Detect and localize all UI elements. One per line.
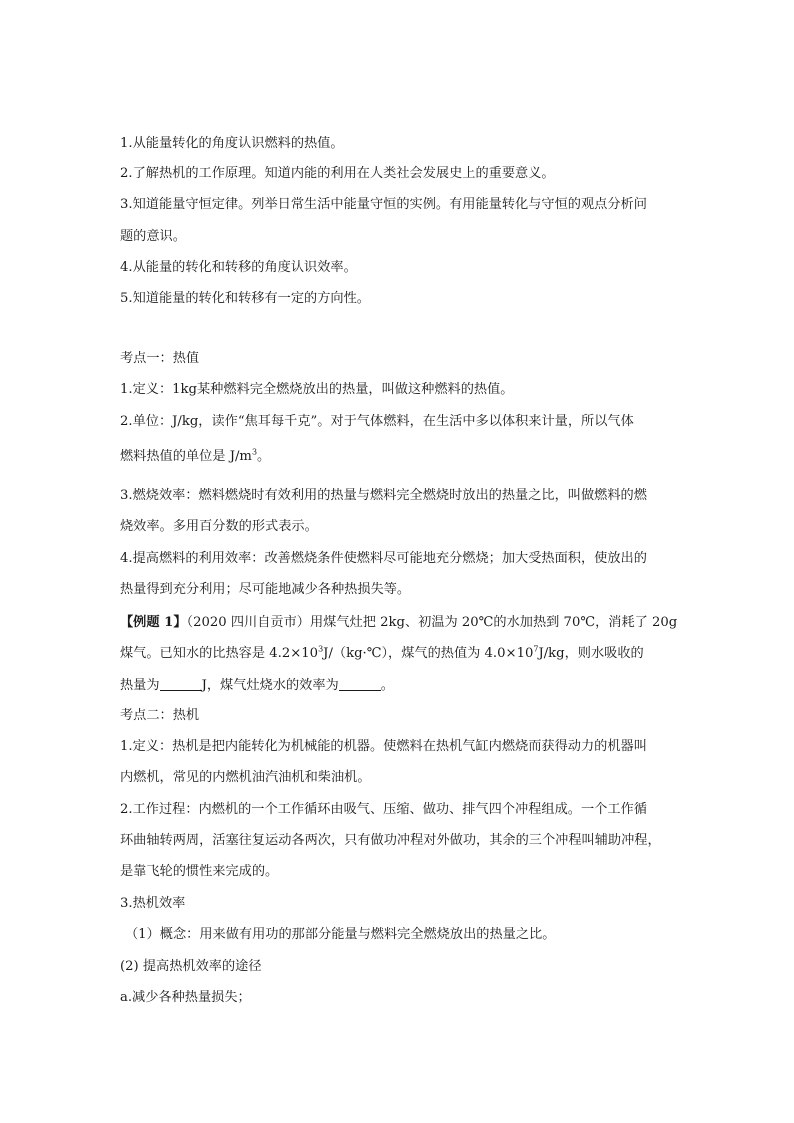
example-text-1: （2020 四川自贡市）用煤气灶把 2kg、初温为 20℃的水加热到 70℃，消耗了 20g bbox=[186, 615, 678, 630]
objective-3-cont: 题的意识。 bbox=[120, 229, 186, 244]
efficiency-concept: （1）概念：用来做有用功的那部分能量与燃料完全燃烧放出的热量之比。 bbox=[125, 927, 556, 942]
example-line3 bbox=[120, 676, 394, 695]
example-text-2a: 煤气。已知水的比热容是 4.2×10 bbox=[120, 646, 319, 661]
unit-text: 燃料热值的单位是 J/m bbox=[120, 449, 252, 464]
objective-1: 1.从能量转化的角度认识燃料的热值。 bbox=[120, 136, 344, 151]
objective-4: 4.从能量的转化和转移的角度认识效率。 bbox=[120, 260, 357, 275]
example-text-3b: J，煤气灶烧水的效率为 bbox=[201, 678, 339, 693]
exponent-2: 7 bbox=[533, 644, 539, 654]
example-text-3a: 热量为 bbox=[120, 678, 160, 693]
exponent-1: 3 bbox=[318, 644, 324, 654]
combustion-efficiency-line2: 烧效率。多用百分数的形式表示。 bbox=[120, 519, 318, 534]
objective-3: 3.知道能量守恒定律。列举日常生活中能量守恒的实例。有用能量转化与守恒的观点分析问 bbox=[120, 197, 647, 212]
work-process-line3: 是靠飞轮的惯性来完成的。 bbox=[120, 864, 279, 879]
combustion-efficiency-line1: 3.燃烧效率：燃料燃烧时有效利用的热量与燃料完全燃烧时放出的热量之比，叫做燃料的燃 bbox=[120, 488, 647, 503]
example-text-2c: J/kg，则水吸收的 bbox=[538, 646, 644, 661]
example-line2 bbox=[120, 645, 644, 663]
section-title-heat-engine: 考点二：热机 bbox=[120, 708, 200, 723]
section-title-heat-value: 考点一：热值 bbox=[120, 351, 200, 366]
heat-value-unit-line1: 2.单位：J/kg，读作“焦耳每千克”。对于气体燃料，在生活中多以体积来计量，所以气体 bbox=[120, 414, 634, 429]
answer-blank-efficiency[interactable] bbox=[339, 676, 381, 691]
example-text-3c: 。 bbox=[380, 678, 394, 693]
objective-5: 5.知道能量的转化和转移有一定的方向性。 bbox=[120, 291, 370, 306]
improve-efficiency-line1: 4.提高燃料的利用效率：改善燃烧条件使燃料尽可能地充分燃烧；加大受热面积，使放出的 bbox=[120, 551, 647, 566]
work-process-line2: 环曲轴转两周，活塞往复运动各两次，只有做功冲程对外做功，其余的三个冲程叫辅助冲程， bbox=[120, 833, 661, 848]
efficiency-way-a: a.减少各种热量损失； bbox=[120, 990, 251, 1005]
heat-value-unit-line2 bbox=[120, 448, 270, 466]
unit-superscript: 3 bbox=[251, 447, 258, 457]
heat-value-definition: 1.定义：1kg某种燃料完全燃烧放出的热量，叫做这种燃料的热值。 bbox=[120, 382, 514, 397]
heat-engine-definition-line2: 内燃机，常见的内燃机油汽油机和柴油机。 bbox=[120, 770, 371, 785]
heat-engine-definition-line1: 1.定义：热机是把内能转化为机械能的机器。使燃料在热机气缸内燃烧而获得动力的机器叫 bbox=[120, 739, 647, 754]
efficiency-ways-title: (2) 提高热机效率的途径 bbox=[120, 959, 262, 974]
objective-2: 2.了解热机的工作原理。知道内能的利用在人类社会发展史上的重要意义。 bbox=[120, 166, 555, 181]
example-text-2b: J/（kg·℃），煤气的热值为 4.0×10 bbox=[323, 646, 534, 661]
improve-efficiency-line2: 热量得到充分利用；尽可能地减少各种热损失等。 bbox=[120, 582, 411, 597]
answer-blank-heat[interactable] bbox=[160, 676, 202, 691]
example-label: 【例题 1】 bbox=[120, 615, 187, 630]
example-line1 bbox=[120, 614, 677, 632]
work-process-line1: 2.工作过程：内燃机的一个工作循环由吸气、压缩、做功、排气四个冲程组成。一个工作循 bbox=[120, 802, 647, 817]
unit-period: 。 bbox=[257, 449, 271, 464]
engine-efficiency-title: 3.热机效率 bbox=[120, 896, 186, 911]
